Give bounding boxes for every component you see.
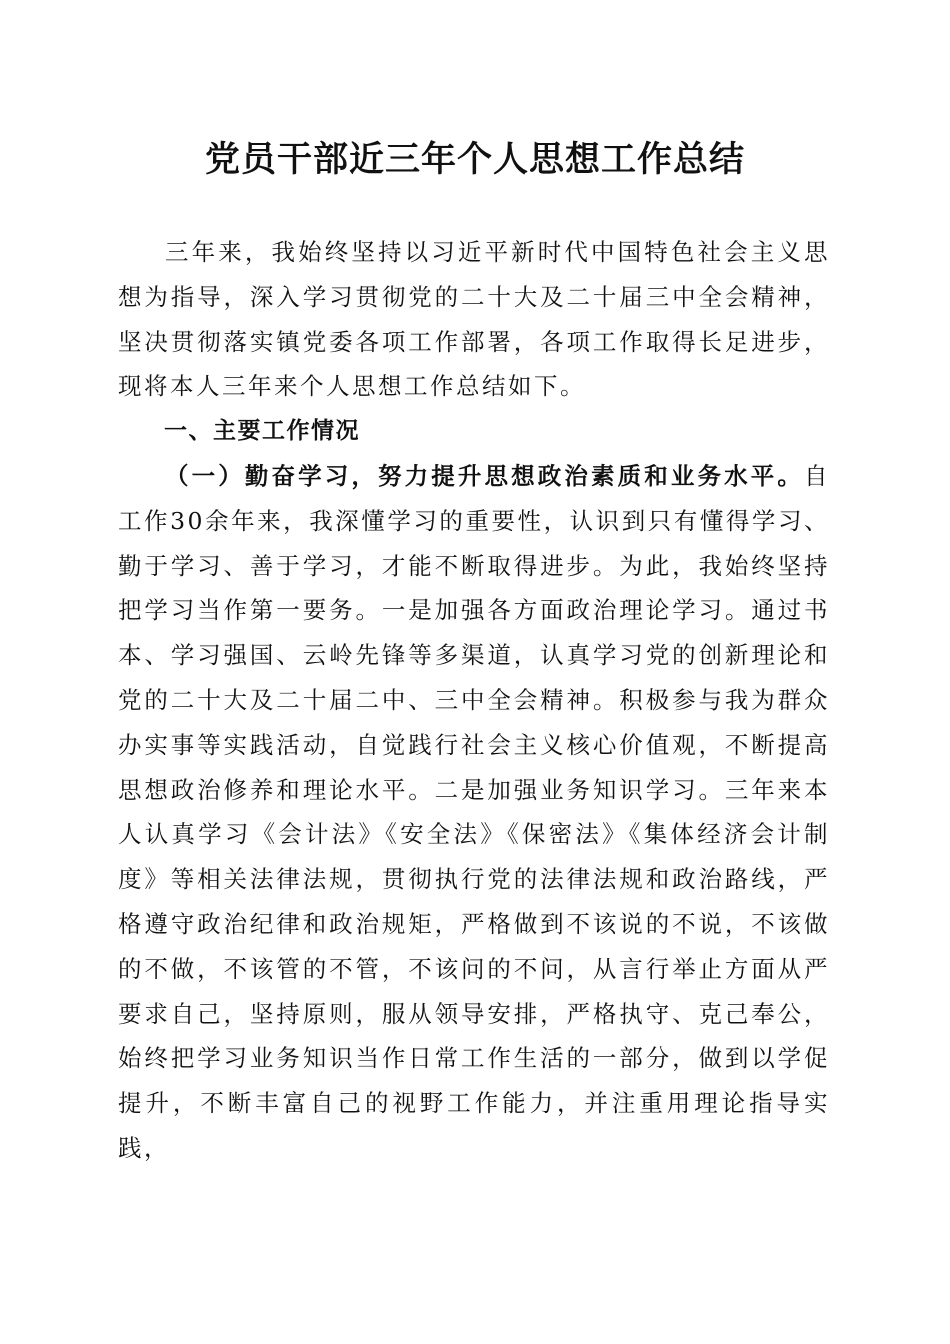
document-title: 党员干部近三年个人思想工作总结: [204, 139, 745, 180]
intro-paragraph: 三年来，我始终坚持以习近平新时代中国特色社会主义思想为指导，深入学习贯彻党的二十大及二十届三中全会精神，坚决贯彻落实镇党委各项工作部署，各项工作取得长足进步，现将本人三年来个人思想工作总结如下。: [118, 238, 830, 401]
subsection-body-study: 自工作30余年来，我深懂学习的重要性，认识到只有懂得学习、勤于学习、善于学习，才能不断取得进步。为此，我始终坚持把学习当作第一要务。一是加强各方面政治理论学习。通过书本、学习强国、云岭先锋等多渠道，认真学习党的创新理论和党的二十大及二十届二中、三中全会精神。积极参与我为群众办实事等实践活动，自觉践行社会主义核心价值观，不断提高思想政治修养和理论水平。二是加强业务知识学习。三年来本人认真学习《会计法》《安全法》《保密法》《集体经济会计制度》等相关法律法规，贯彻执行党的法律法规和政治路线，严格遵守政治纪律和政治规矩，严格做到不该说的不说，不该做的不做，不该管的不管，不该问的不问，从言行举止方面从严要求自己，坚持原则，服从领导安排，严格执守、克己奉公，始终把学习业务知识当作日常工作生活的一部分，做到以学促提升，不断丰富自己的视野工作能力，并注重用理论指导实践，: [118, 461, 830, 1162]
subsection-lead-study: （一）勤奋学习，努力提升思想政治素质和业务水平。: [165, 461, 804, 490]
document-body: [118, 230, 830, 1171]
section-heading-main-work: 一、主要工作情况: [164, 418, 360, 445]
subsection-paragraph-study: [118, 454, 830, 1171]
